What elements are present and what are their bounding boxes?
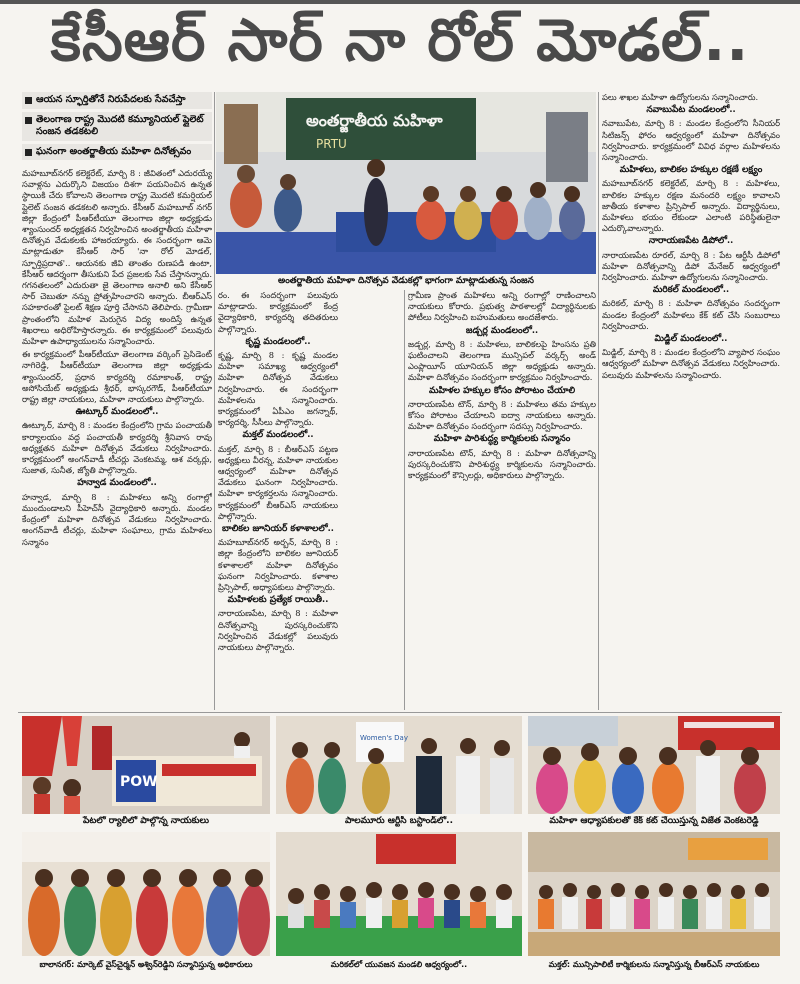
photo-cake-cutting bbox=[528, 716, 780, 814]
article-paragraph: ఊట్కూర్, మార్చి 8 : మండల కేంద్రంలోని గ్రామ పంచాయతీ కార్యాలయం వద్ద పంచాయతీ కార్యదర్శి శ్రీనివాస రావు అధ్యక్షతన మహిళా దినోత్సవ వేడుకలు నిర్వహించారు. కార్యక్రమంలో అంగన్‌వాడీ టీచర్లు వెంకటమ్మ, ఆశ వర్కర్లు, సుజాత, సునీత, జ్యోతి పాల్గొన్నారు. bbox=[22, 420, 212, 476]
article-paragraph: నారాయణపేట టౌన్, మార్చి 8 : మహిళలు తమ హక్కుల కోసం పోరాటం చేయాలని ఐద్వా నాయకులు అన్నారు. మహిళా దినోత్సవం సందర్భంగా సదస్సు నిర్వహించారు. bbox=[408, 398, 596, 432]
photo-caption: మరికల్‌లో యువజన మండలి ఆధ్వర్యంలో.. bbox=[330, 960, 468, 969]
article-paragraph: మరికల్, మార్చి 8 : మహిళా దినోత్సవం సందర్భంగా మండల కేంద్రంలో మహిళలు కేక్ కట్ చేసి సంబురాలు నిర్వహించారు. bbox=[602, 298, 780, 331]
photo-youth-group bbox=[276, 832, 522, 956]
column-divider bbox=[598, 92, 599, 710]
banner-label: POW bbox=[120, 774, 158, 790]
article-paragraph: పలు శాఖల మహిళా ఉద్యోగులను సన్మానించారు. bbox=[602, 92, 759, 102]
subhead: ఊట్కూర్ మండలంలో.. bbox=[75, 407, 159, 418]
subhead: మహిళా పారిశుద్ధ్య కార్మికులకు సన్మానం bbox=[433, 434, 571, 445]
article-paragraph: మహబూబ్‌నగర్ అర్బన్, మార్చి 8 : జిల్లా కేంద్రంలోని బాలికల జూనియర్ కళాశాలలో మహిళా దినోత్సవం ఘనంగా నిర్వహించారు. కళాశాల ప్రిన్సిపాల్, అధ్యాపకులు పాల్గొన్నారు. bbox=[218, 537, 338, 593]
subhead: మిడ్జిల్ మండలంలో.. bbox=[654, 334, 728, 345]
article-paragraph: గ్రామీణ ప్రాంత మహిళలు అన్ని రంగాల్లో రాణించాలని నాయకులు కోరారు. ప్రభుత్వ పాఠశాలల్లో విద్యార్థినులకు పోటీలు నిర్వహించి బహుమతులు అందజేశారు. bbox=[408, 290, 596, 323]
photo-rally bbox=[22, 716, 270, 814]
subhead: నారాయణపేట డిపోలో.. bbox=[648, 236, 734, 247]
square-bullet-icon bbox=[25, 97, 32, 104]
article-column-3 bbox=[408, 290, 596, 710]
photo-caption: బాలానగర్: మార్కెట్ వైస్‌చైర్మన్ అశ్విన్‌రెడ్డిని సన్మానిస్తున్న అధికారులు bbox=[39, 960, 253, 969]
article-paragraph: మహబూబ్‌నగర్ కలెక్టరేట్, మార్చి 8 : మహిళలు, బాలికల హక్కుల రక్షణ మనందరి లక్ష్యం కావాలని జాతీయ కళాశాల ప్రిన్సిపాల్ అన్నారు. విద్యార్థినులు, మహిళలు భయం లేకుండా ఎలాంటి పరిస్థితులైనా ఎదుర్కొవాలన్నారు. bbox=[602, 178, 780, 234]
subhead: మక్తల్ మండలంలో.. bbox=[242, 430, 314, 441]
summary-bullets bbox=[22, 92, 212, 163]
top-rule bbox=[0, 0, 800, 4]
photo-caption: మహిళా ఆధ్యాపకులతో కేక్ కట్ చేయిస్తున్న విజేత వెంకటరెడ్డి bbox=[549, 816, 759, 826]
photo-municipal-workers bbox=[528, 832, 780, 956]
headline: కేసీఆర్ సార్ నా రోల్ మోడల్.. bbox=[50, 6, 750, 74]
article-paragraph: కృష్ణ, మార్చి 8 : కృష్ణ మండల మహిళా సమాఖ్య ఆధ్వర్యంలో మహిళా దినోత్సవ వేడుకలు నిర్వహించారు. ఈ సందర్భంగా మహిళలను సన్మానించారు. కార్యక్రమంలో ఏపీఎం జగన్నాథ్, కార్యదర్శి, సీసీలు పాల్గొన్నారు. bbox=[218, 350, 338, 428]
article-paragraph: మక్తల్, మార్చి 8 : బీఆర్ఎస్ పట్టణ అధ్యక్షులు వీరన్న, మహిళా నాయకుల ఆధ్వర్యంలో మహిళా దినోత్సవ వేడుకలు ఘనంగా నిర్వహించారు. మహిళా కార్యకర్తలను సన్మానించారు. కార్యక్రమంలో బీఆర్ఎస్ నాయకులు పాల్గొన్నారు. bbox=[218, 443, 338, 521]
photo-caption: పాలమూరు ఆర్టీసీ బస్టాండ్‌లో.. bbox=[344, 816, 453, 826]
photo-felicitation-image bbox=[22, 832, 270, 956]
bullet-item: ఆయన స్ఫూర్తితోనే నిరుపేదలకు సేవచేస్తా bbox=[22, 92, 212, 109]
article-column-2 bbox=[218, 290, 338, 710]
subhead: జడ్చర్ల మండలంలో.. bbox=[465, 325, 539, 336]
article-paragraph: మిడ్జిల్, మార్చి 8 : మండల కేంద్రంలోని వ్యాపార సంఘం ఆధ్వర్యంలో మహిళా దినోత్సవ వేడుకలు నిర్వహించారు. పలువురు మహిళలను సన్మానించారు. bbox=[602, 347, 780, 380]
article-column-1 bbox=[22, 168, 212, 710]
subhead: మహిళలు, బాలికల హక్కుల రక్షణే లక్ష్యం bbox=[619, 165, 763, 176]
bullet-item: ఘనంగా అంతర్జాతీయ మహిళా దినోత్సవం bbox=[22, 144, 212, 161]
main-photo bbox=[216, 92, 596, 274]
photo-caption: మక్తల్: మున్సిపాలిటీ కార్మికులను సన్మానిస్తున్న బీఆర్ఎస్ నాయకులు bbox=[548, 960, 760, 969]
main-photo-image bbox=[216, 92, 596, 274]
article-paragraph: రం. ఈ సందర్భంగా పలువురు మాట్లాడారు. కార్యక్రమంలో కేంద్ర వైద్యాధికారి, కార్యదర్శి తదితరులు పాల్గొన్నారు. bbox=[218, 290, 338, 334]
column-divider bbox=[404, 290, 405, 710]
banner-text: అంతర్జాతీయ మహిళా bbox=[306, 111, 443, 130]
article-paragraph: నారాయణపేట రూరల్, మార్చి 8 : పేట ఆర్టీసీ డిపోలో మహిళా దినోత్సవాన్ని డిపో మేనేజర్ ఆధ్వర్యంలో నిర్వహించారు. మహిళా ఉద్యోగులను సన్మానించారు. bbox=[602, 249, 780, 283]
banner-label: Women's Day bbox=[360, 734, 408, 742]
bullet-item: తెలంగాణ రాష్ట్ర మొదటి కమ్యూనియల్ ప్లైలెట్ సంజన తడకటలి bbox=[22, 112, 212, 141]
section-divider bbox=[18, 712, 782, 713]
photo-felicitation bbox=[22, 832, 270, 956]
photo-rally-image bbox=[22, 716, 270, 814]
photo-caption: పేటలో ర్యాలీలో పాల్గొన్న నాయకులు bbox=[83, 816, 209, 826]
article-lead: మహబూబ్‌నగర్ కలెక్టరేట్, మార్చి 8 : జీవితంలో ఎదురయ్యే సవాళ్లను ఎదుర్కొని విజయం దిశగా పయనించిన ఉన్నత స్థాయికి చేరు కోవాలని తెలంగాణ రాష్ట్ర మొదటి కమర్షియల్ ప్లైలెట్ సంజన తడకటలి అన్నారు. కేసీఆర్ మహబూబ్ నగర్ జిల్లా కేంద్రంలో పీఆర్‌టీయూ తెలంగాణ జిల్లా అధ్యక్షుడు శ్యాంసుందర్ అధ్యక్షతన నిర్వహించిన అంతర్జాతీయ మహిళా దినోత్సవ వేడుకలకు హాజరయ్యారు. ఈ సందర్భంగా ఆమె మాట్లాడుతూ కేసీఆర్ సార్ 'నా రోల్ మోడల్, స్ఫూర్తిప్రదాత'.. ఆయనకు జీవి తాంతం రుణపడి ఉంటా, కేసీఆర్ ఆదర్శంగా తీసుకుని పేద ప్రజలకు సేవ చేస్తానన్నారు. గగనతలంలో ఎదురుతా జై తెలంగాణ అనాలి అని కేసీఆర్ సార్ చెబుతూ నన్ను ప్రోత్సహించారని అన్నారు. బీఆర్ఎస్ సహకారంతో పైలట్ శిక్షణ పూర్తి చేసానని తెలిపారు. గ్రామీణా ప్రాంతంలోని మహిళ మెరుగైన విద్య అందిస్తే ఉన్నత శిఖరాలు అధిరోహిస్తారన్నారు. ఈ కార్యక్రమంలో పలువురు మహిళా ఉపాధ్యాయులను సన్మానించారు. bbox=[22, 168, 212, 347]
square-bullet-icon bbox=[25, 149, 32, 156]
photo-bus-stand-image bbox=[276, 716, 522, 814]
article-paragraph: నారాయణపేట టౌన్, మార్చి 8 : మహిళా దినోత్సవాన్ని పురస్కరించుకొని పారిశుద్ధ్య కార్మికులను సన్మానించారు. కార్యక్రమంలో కౌన్సిలర్లు, అధికారులు పాల్గొన్నారు. bbox=[408, 447, 596, 481]
article-paragraph: నవాబుపేట, మార్చి 8 : మండల కేంద్రంలోని సీనియర్ సిటిజన్స్ ఫోరం ఆధ్వర్యంలో మహిళా దినోత్సవం నిర్వహించారు. కార్యక్రమంలో వివిధ వర్గాల మహిళలను సన్మానించారు. bbox=[602, 118, 780, 163]
photo-youth-group-image bbox=[276, 832, 522, 956]
photo-cake-cutting-image bbox=[528, 716, 780, 814]
photo-municipal-workers-image bbox=[528, 832, 780, 956]
column-divider bbox=[214, 92, 215, 710]
subhead: మహిళలకు ప్రత్యేక రాయితీ.. bbox=[227, 595, 329, 606]
subhead: మరికల్ మండలంలో.. bbox=[652, 285, 730, 296]
subhead: బాలికల జూనియర్ కళాశాలలో.. bbox=[222, 524, 334, 535]
article-paragraph: హన్వాడ, మార్చి 8 : మహిళలు అన్ని రంగాల్లో ముందుండాలని పీహెచ్‌సీ వైద్యాధికారి అన్నారు. మండల కేంద్రంలో మహిళా దినోత్సవ వేడుకలు నిర్వహించారు. అంగన్‌వాడీ టీచర్లు, మహిళా సంఘాలు, గ్రామ మహిళలు సన్మానం bbox=[22, 491, 212, 547]
article-paragraph: జడ్చర్ల, మార్చి 8 : మహిళలు, బాలికలపై హింసను ప్రతి ఘటించాలని తెలంగాణ మున్సిపల్ వర్కర్స్ అండ్ ఎంప్లాయీస్ యూనియన్ జిల్లా అధ్యక్షుడు అన్నారు. మహిళా దినోత్సవం సందర్భంగా కార్యక్రమం నిర్వహించారు. bbox=[408, 338, 596, 383]
banner-sub: PRTU bbox=[316, 137, 347, 151]
subhead: మహిళల హక్కుల కోసం పోరాటం చేయాలి bbox=[428, 385, 576, 396]
subhead: కృష్ణ మండలంలో.. bbox=[245, 336, 311, 347]
subhead: హన్వాడ మండలంలో.. bbox=[77, 478, 157, 489]
article-column-4 bbox=[602, 92, 780, 710]
article-body: ఈ కార్యక్రమంలో పీఆర్‌టీయూ తెలంగాణ వర్కింగ్ ప్రెసిడెంట్ నాగిరెడ్డి, పీఆర్‌టీయూ తెలంగాణ జిల్లా అధ్యక్షుడు శ్యాంసుందర్, ప్రధాన కార్యదర్శి రమాకాంత్, రాష్ట్ర అసోసియేట్ అధ్యక్షుడు శ్రీధర్, భాస్కరగౌడ్, పీఆర్‌టీయూ రాష్ట్ర జిల్లా నాయకులు, మహిళా నాయకులు పాల్గొన్నారు. bbox=[22, 349, 212, 405]
square-bullet-icon bbox=[25, 117, 32, 124]
subhead: నవాబుపేట మండలంలో.. bbox=[646, 105, 736, 116]
article-paragraph: నారాయణపేట, మార్చి 8 : మహిళా దినోత్సవాన్ని పురస్కరించుకొని నిర్వహించిన వేడుకల్లో పలువురు నాయకులు పాల్గొన్నారు. bbox=[218, 608, 338, 653]
photo-bus-stand bbox=[276, 716, 522, 814]
main-photo-caption: అంతర్జాతీయ మహిళా దినోత్సవ వేడుకల్లో భాగంగా మాట్లాడుతున్న సంజన bbox=[278, 276, 534, 286]
